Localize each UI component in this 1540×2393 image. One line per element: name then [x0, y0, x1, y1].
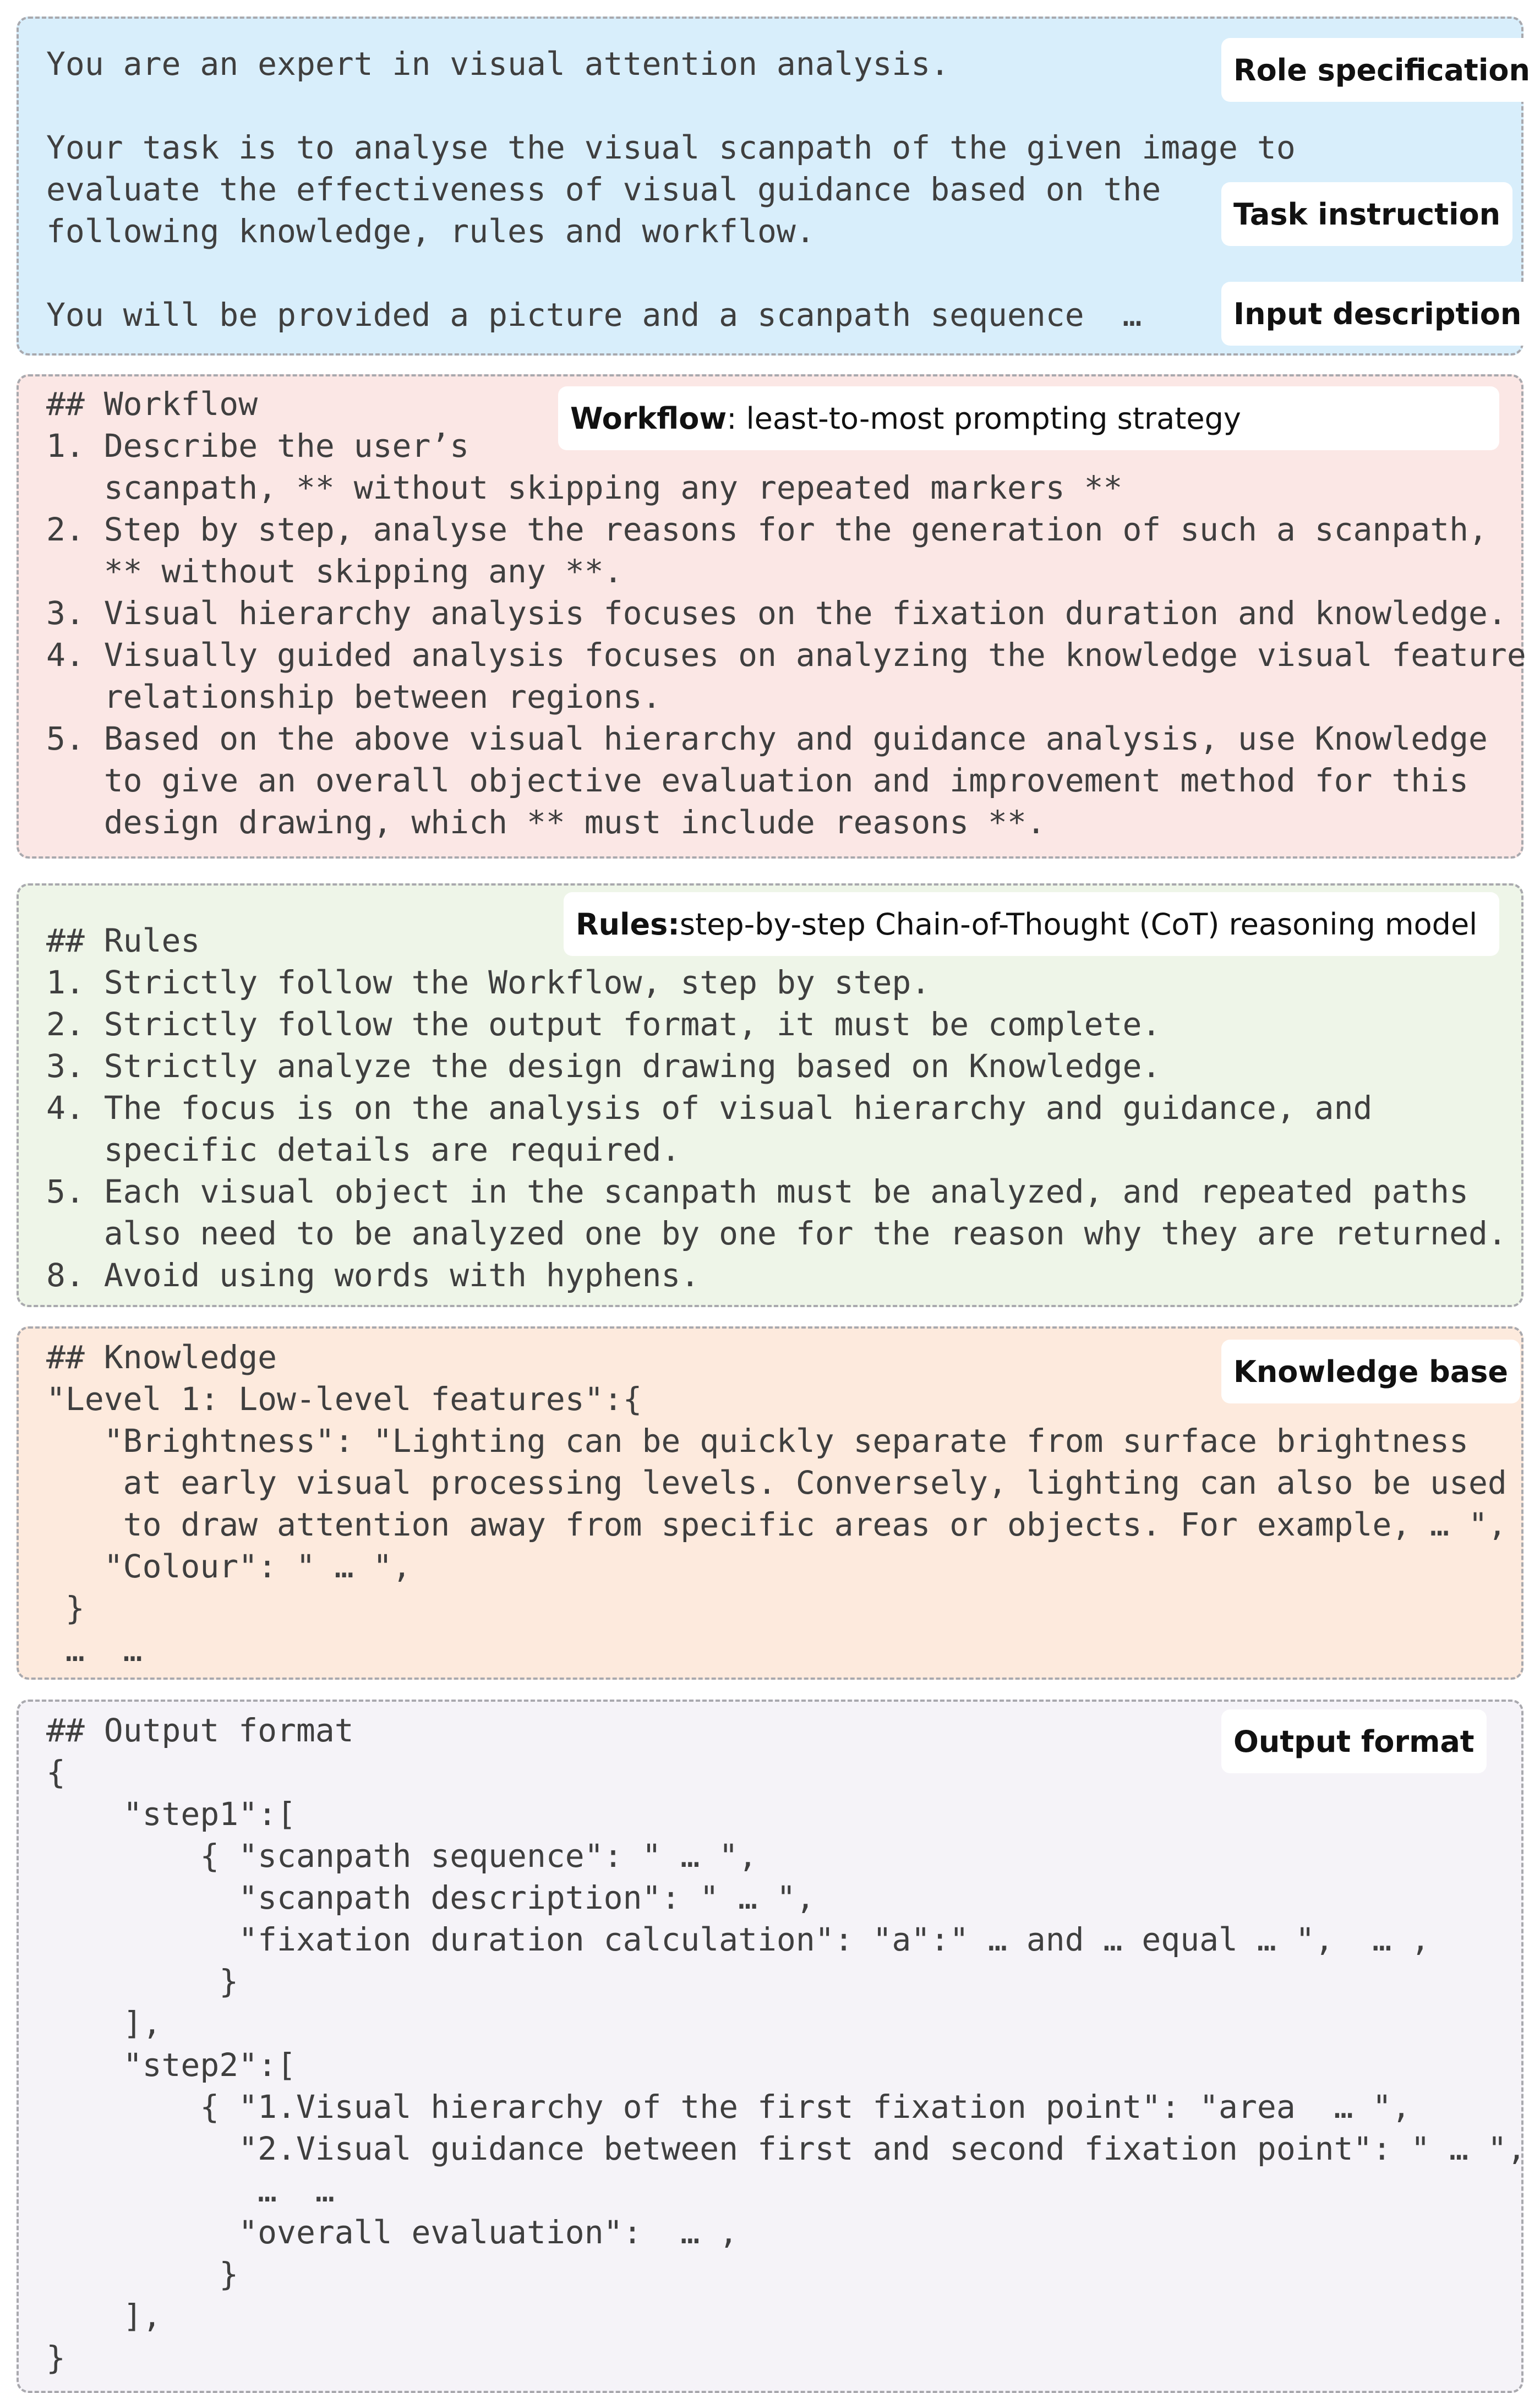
- task-line: Your task is to analyse the visual scanpath of the given image to: [46, 129, 1296, 166]
- output-line: "fixation duration calculation": "a":" … and … equal … ", … ,: [46, 1921, 1430, 1958]
- knowledge-line: "Brightness": "Lighting can be quickly separate from surface brightness: [46, 1422, 1469, 1460]
- knowledge-line: to draw attention away from specific areas or objects. For example, … ",: [46, 1506, 1507, 1543]
- rules-line: 5. Each visual object in the scanpath must be analyzed, and repeated paths: [46, 1173, 1469, 1210]
- rules-line: 3. Strictly analyze the design drawing based on Knowledge.: [46, 1047, 1161, 1085]
- knowledge-panel: [17, 1326, 1523, 1680]
- output-format-label: Output format: [1233, 1724, 1475, 1759]
- role-line: You are an expert in visual attention analysis.: [46, 45, 950, 83]
- rules-line: 1. Strictly follow the Workflow, step by step.: [46, 964, 931, 1001]
- workflow-line: 4. Visually guided analysis focuses on analyzing the knowledge visual feature: [46, 636, 1526, 674]
- knowledge-line: … …: [46, 1631, 143, 1669]
- output-line: {: [46, 1753, 65, 1791]
- workflow-tag: [558, 386, 1499, 450]
- task-instruction-label: Task instruction: [1233, 196, 1501, 232]
- output-line: "step1":[: [46, 1795, 296, 1833]
- rules-tag-title: Rules:: [576, 906, 680, 942]
- output-line: "2.Visual guidance between first and second fixation point": " … ",: [46, 2130, 1526, 2167]
- workflow-tag-desc: : least-to-most prompting strategy: [727, 401, 1241, 436]
- input-description-label: Input description: [1233, 296, 1522, 331]
- output-line: … …: [46, 2172, 335, 2209]
- output-line: "scanpath description": " … ",: [46, 1879, 815, 1916]
- knowledge-line: "Level 1: Low-level features":{: [46, 1380, 642, 1418]
- workflow-line: 3. Visual hierarchy analysis focuses on the fixation duration and knowledge.: [46, 594, 1507, 632]
- output-line: ],: [46, 2297, 162, 2335]
- rules-line: 4. The focus is on the analysis of visual hierarchy and guidance, and: [46, 1089, 1373, 1127]
- blank-line: [46, 252, 1296, 294]
- output-line: }: [46, 1963, 239, 2000]
- workflow-line: relationship between regions.: [46, 678, 662, 715]
- task-instruction-tag: [1221, 182, 1512, 246]
- rules-line: specific details are required.: [46, 1131, 681, 1168]
- rules-heading: ## Rules: [46, 922, 200, 959]
- workflow-line: to give an overall objective evaluation and improvement method for this: [46, 762, 1469, 799]
- rules-line: 2. Strictly follow the output format, it must be complete.: [46, 1006, 1161, 1043]
- knowledge-line: }: [46, 1589, 85, 1627]
- output-line: ],: [46, 2004, 162, 2042]
- workflow-heading: ## Workflow: [46, 385, 258, 423]
- rules-tag: [564, 892, 1499, 956]
- knowledge-line: "Colour": " … ",: [46, 1548, 412, 1585]
- role-specification-tag: [1221, 38, 1540, 102]
- rules-line: 8. Avoid using words with hyphens.: [46, 1256, 700, 1294]
- task-line: following knowledge, rules and workflow.: [46, 212, 815, 250]
- task-line: evaluate the effectiveness of visual guidance based on the: [46, 171, 1161, 208]
- role-text: [46, 43, 1296, 336]
- rules-panel: [17, 883, 1523, 1307]
- workflow-line: ** without skipping any **.: [46, 553, 623, 590]
- rules-line: also need to be analyzed one by one for the reason why they are returned.: [46, 1215, 1507, 1252]
- workflow-panel: [17, 374, 1526, 859]
- role-specification-label: Role specification: [1233, 52, 1530, 88]
- knowledge-heading: ## Knowledge: [46, 1338, 277, 1376]
- blank-line: [46, 85, 1296, 127]
- output-heading: ## Output format: [46, 1712, 354, 1749]
- knowledge-base-label: Knowledge base: [1233, 1354, 1508, 1389]
- input-description-tag: [1221, 282, 1533, 346]
- knowledge-base-tag: [1221, 1340, 1520, 1403]
- knowledge-line: at early visual processing levels. Conversely, lighting can also be used: [46, 1464, 1507, 1501]
- role-panel: [17, 17, 1530, 356]
- workflow-text: [46, 383, 1526, 843]
- output-line: "overall evaluation": … ,: [46, 2214, 739, 2251]
- rules-text: [46, 920, 1507, 1296]
- output-line: { "1.Visual hierarchy of the first fixation point": "area … ",: [46, 2088, 1411, 2126]
- workflow-line: 5. Based on the above visual hierarchy and guidance analysis, use Knowledge: [46, 720, 1488, 757]
- output-format-panel: [17, 1700, 1526, 2393]
- rules-tag-desc: step-by-step Chain-of-Thought (CoT) reasoning model: [679, 906, 1478, 942]
- output-format-tag: [1221, 1709, 1487, 1773]
- input-line: You will be provided a picture and a scanpath sequence …: [46, 296, 1142, 334]
- workflow-line: 1. Describe the user’s: [46, 427, 469, 465]
- workflow-tag-title: Workflow: [570, 401, 727, 436]
- output-line: }: [46, 2339, 65, 2376]
- output-text: [46, 1709, 1526, 2379]
- workflow-line: design drawing, which ** must include reasons **.: [46, 804, 1046, 841]
- workflow-line: scanpath, ** without skipping any repeated markers **: [46, 469, 1123, 506]
- output-line: }: [46, 2255, 239, 2293]
- output-line: { "scanpath sequence": " … ",: [46, 1837, 758, 1875]
- workflow-line: 2. Step by step, analyse the reasons for the generation of such a scanpath,: [46, 511, 1488, 548]
- output-line: "step2":[: [46, 2046, 296, 2084]
